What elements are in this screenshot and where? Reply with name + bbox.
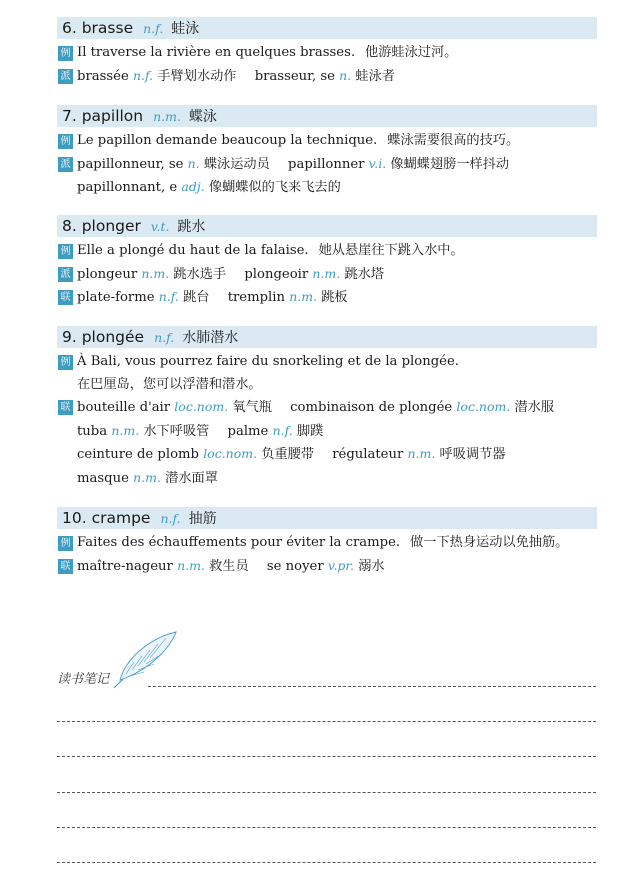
example-chinese: 蝶泳需要很高的技巧。 bbox=[387, 133, 520, 148]
example-french: Elle a plongé du haut de la falaise. bbox=[77, 243, 309, 258]
derived-badge: 派 bbox=[58, 267, 73, 282]
derived-line bbox=[57, 65, 597, 89]
part-of-speech: adj. bbox=[181, 179, 205, 194]
term-translation: 蛙泳者 bbox=[355, 68, 395, 84]
example-badge: 例 bbox=[58, 46, 73, 61]
note-line[interactable] bbox=[57, 756, 596, 757]
term-translation: 溺水 bbox=[358, 558, 385, 574]
part-of-speech: n.m. bbox=[141, 265, 170, 281]
term-translation: 跳水选手 bbox=[173, 266, 227, 282]
translation: 水肺潜水 bbox=[182, 330, 239, 346]
part-of-speech: n. bbox=[339, 67, 352, 83]
headword: 8. plonger bbox=[62, 217, 141, 235]
headword: 6. brasse bbox=[62, 19, 134, 37]
example-line bbox=[57, 130, 597, 153]
translation: 蝶泳 bbox=[188, 109, 217, 125]
notes-title: 读书笔记 bbox=[57, 672, 110, 687]
example-french: Faites des échauffements pour éviter la crampe. bbox=[77, 535, 401, 550]
example-line bbox=[57, 42, 597, 65]
term-translation: 呼吸调节器 bbox=[439, 447, 506, 462]
example-chinese: 她从悬崖往下跳入水中。 bbox=[318, 243, 464, 258]
headword: 9. plongée bbox=[62, 328, 145, 346]
entry-plongee bbox=[57, 326, 597, 490]
feather-icon bbox=[110, 628, 182, 692]
term: plongeoir bbox=[244, 266, 309, 282]
term-translation: 跳水塔 bbox=[344, 266, 384, 282]
related-line bbox=[57, 443, 597, 467]
related-badge: 联 bbox=[58, 559, 73, 574]
term: ceinture de plomb bbox=[77, 447, 199, 462]
related-line bbox=[57, 286, 597, 310]
part-of-speech: loc.nom. bbox=[174, 399, 229, 414]
part-of-speech: n.m. bbox=[312, 265, 341, 281]
part-of-speech: n.f. bbox=[132, 67, 154, 83]
entry-header bbox=[57, 215, 597, 237]
note-line[interactable] bbox=[57, 792, 596, 793]
part-of-speech: n.m. bbox=[153, 109, 181, 124]
term-translation: 跳板 bbox=[321, 290, 348, 305]
term: se noyer bbox=[266, 558, 324, 574]
term-translation: 像蝴蝶翅膀一样抖动 bbox=[390, 156, 510, 172]
example-chinese: 在巴厘岛，您可以浮潜和潜水。 bbox=[77, 376, 262, 392]
translation: 蛙泳 bbox=[171, 21, 200, 37]
term: papillonnant, e bbox=[77, 180, 178, 195]
term: palme bbox=[227, 423, 269, 439]
example-badge: 例 bbox=[58, 244, 73, 259]
headword: 10. crampe bbox=[62, 509, 151, 527]
part-of-speech: n.m. bbox=[133, 469, 161, 485]
part-of-speech: loc.nom. bbox=[203, 446, 258, 461]
term: papillonner bbox=[288, 156, 365, 172]
term: tremplin bbox=[227, 290, 285, 305]
example-french: Le papillon demande beaucoup la technique. bbox=[77, 133, 378, 148]
term-translation: 潜水服 bbox=[514, 400, 555, 415]
term: brasseur, se bbox=[254, 68, 335, 84]
related-line bbox=[57, 555, 597, 579]
translation: 抽筋 bbox=[188, 511, 217, 527]
term: combinaison de plongée bbox=[290, 400, 453, 415]
part-of-speech: n.f. bbox=[154, 330, 175, 345]
part-of-speech: n.f. bbox=[272, 422, 293, 438]
term-translation: 潜水面罩 bbox=[165, 470, 218, 486]
part-of-speech: n.m. bbox=[289, 289, 318, 304]
headword: 7. papillon bbox=[62, 107, 144, 125]
example-french: Il traverse la rivière en quelques brasses. bbox=[77, 45, 356, 60]
term: régulateur bbox=[332, 447, 404, 462]
derived-line bbox=[57, 263, 597, 287]
entry-header bbox=[57, 17, 597, 39]
term: masque bbox=[77, 470, 129, 486]
example-chinese: 做一下热身运动以免抽筋。 bbox=[410, 535, 569, 550]
entry-papillon bbox=[57, 105, 597, 200]
related-badge: 联 bbox=[58, 400, 73, 415]
term-translation: 蝶泳运动员 bbox=[203, 156, 270, 172]
example-french: À Bali, vous pourrez faire du snorkeling et de la plongée. bbox=[77, 354, 459, 369]
term-translation: 氧气瓶 bbox=[232, 400, 272, 415]
term-translation: 负重腰带 bbox=[261, 447, 315, 462]
related-line bbox=[57, 467, 597, 491]
related-line bbox=[57, 396, 597, 420]
term: plate-forme bbox=[77, 290, 155, 305]
term-translation: 脚蹼 bbox=[296, 423, 324, 439]
example-line bbox=[57, 351, 597, 374]
translation: 跳水 bbox=[177, 219, 206, 235]
entry-plonger bbox=[57, 215, 597, 310]
example-badge: 例 bbox=[58, 355, 73, 370]
term-translation: 跳台 bbox=[183, 290, 210, 305]
example-badge: 例 bbox=[58, 134, 73, 149]
part-of-speech: v.t. bbox=[150, 219, 170, 234]
example-chinese: 他游蛙泳过河。 bbox=[365, 45, 458, 60]
note-line[interactable] bbox=[57, 862, 596, 863]
example-line bbox=[57, 532, 597, 555]
term: papillonneur, se bbox=[77, 156, 184, 172]
term-translation: 像蝴蝶似的飞来飞去的 bbox=[208, 180, 341, 195]
part-of-speech: n.f. bbox=[158, 289, 179, 304]
part-of-speech: n.f. bbox=[143, 21, 164, 36]
example-badge: 例 bbox=[58, 536, 73, 551]
derived-line bbox=[57, 176, 597, 200]
entry-header bbox=[57, 507, 597, 529]
term: tuba bbox=[77, 423, 108, 439]
part-of-speech: n.f. bbox=[160, 511, 181, 526]
part-of-speech: n.m. bbox=[111, 422, 140, 438]
term: bouteille d'air bbox=[77, 400, 171, 415]
note-line[interactable] bbox=[57, 721, 596, 722]
part-of-speech: v.i. bbox=[368, 155, 387, 171]
note-line[interactable] bbox=[57, 827, 596, 828]
derived-badge: 派 bbox=[58, 157, 73, 172]
part-of-speech: n. bbox=[187, 155, 200, 171]
related-badge: 联 bbox=[58, 290, 73, 305]
term-translation: 手臂划水动作 bbox=[157, 68, 237, 84]
term: plongeur bbox=[77, 266, 138, 282]
entry-header bbox=[57, 105, 597, 127]
term-translation: 水下呼吸管 bbox=[143, 423, 210, 439]
entry-brasse bbox=[57, 17, 597, 88]
example-line bbox=[57, 240, 597, 263]
term: brassée bbox=[77, 68, 129, 84]
example-line-cont bbox=[57, 374, 597, 397]
note-line[interactable] bbox=[148, 686, 596, 687]
related-line bbox=[57, 420, 597, 444]
derived-badge: 派 bbox=[58, 69, 73, 84]
entry-header bbox=[57, 326, 597, 348]
part-of-speech: n.m. bbox=[407, 446, 436, 461]
part-of-speech: n.m. bbox=[177, 557, 205, 573]
term-translation: 救生员 bbox=[209, 558, 249, 574]
term: maître-nageur bbox=[77, 558, 173, 574]
part-of-speech: v.pr. bbox=[327, 557, 354, 573]
entry-crampe bbox=[57, 507, 597, 578]
part-of-speech: loc.nom. bbox=[456, 399, 511, 414]
derived-line bbox=[57, 153, 597, 177]
